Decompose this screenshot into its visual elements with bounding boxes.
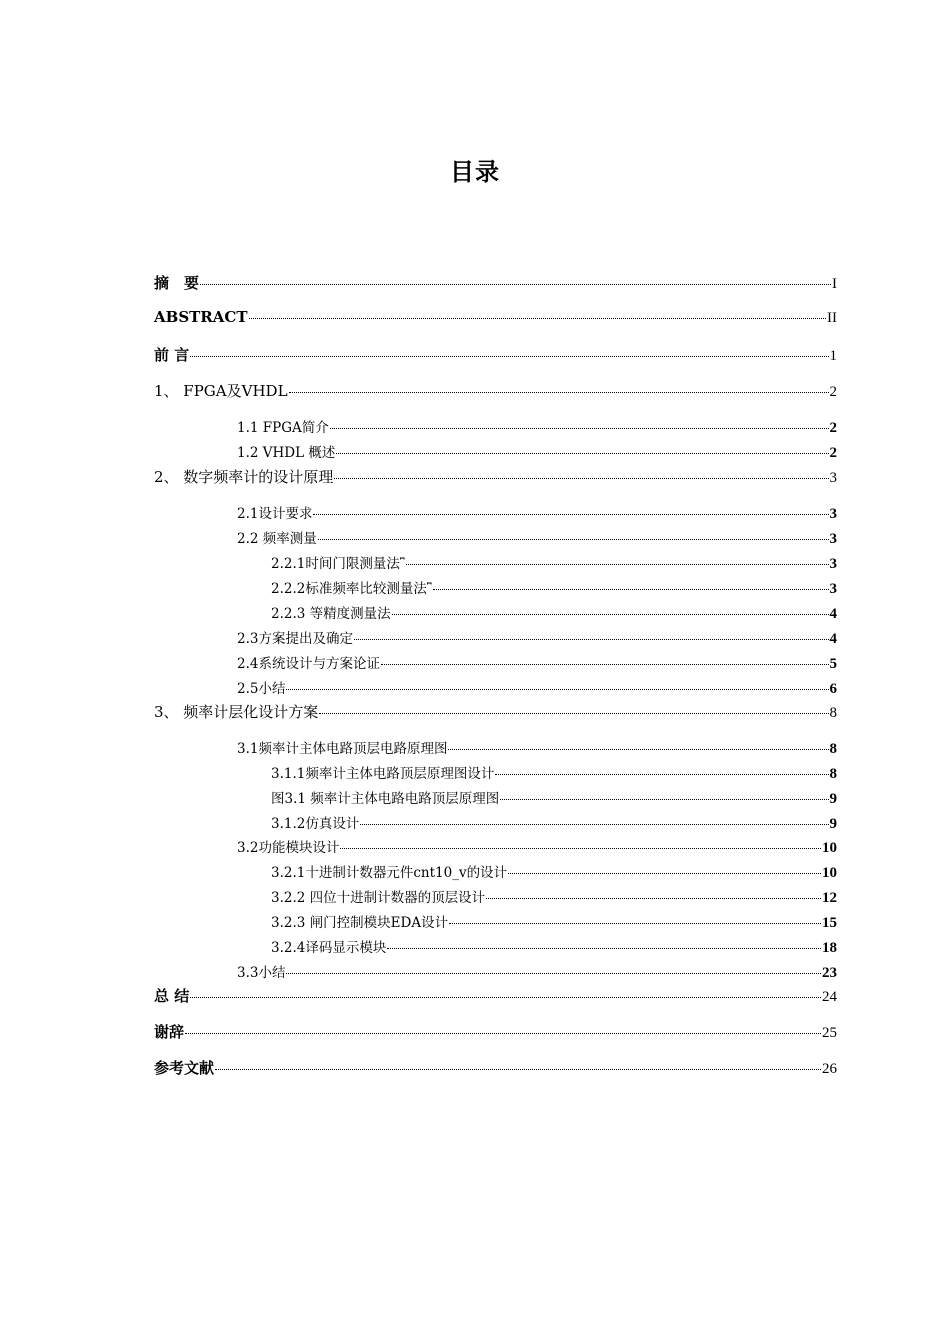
dot-leader (381, 663, 829, 665)
dot-leader (448, 748, 828, 750)
toc-entry-figure-3-1[interactable] (271, 787, 837, 808)
dot-leader (500, 798, 828, 800)
toc-entry-page: 1 (829, 348, 837, 364)
dot-leader (508, 872, 821, 874)
dot-leader (286, 688, 828, 690)
toc-entry-page: 10 (822, 840, 837, 856)
toc-entry-1-2[interactable] (237, 441, 837, 462)
toc-entry-2-4[interactable] (237, 652, 837, 673)
dot-leader (249, 317, 826, 319)
toc-entry-3-2-1[interactable] (271, 861, 837, 882)
dot-leader (215, 1068, 821, 1070)
toc-entry-2-1[interactable] (237, 502, 837, 523)
toc-entry-page: 8 (829, 741, 837, 757)
toc-entry-page: 25 (822, 1025, 837, 1041)
toc-entry-page: II (827, 310, 837, 326)
toc-entry-label: 2.5小结 (237, 681, 286, 697)
toc-entry-page: 2 (829, 445, 837, 461)
dot-leader (354, 638, 829, 640)
endnote-bracket-icon: ⎴ (399, 557, 405, 571)
toc-entry-chapter-1[interactable] (154, 380, 837, 401)
toc-entry-2-5[interactable] (237, 677, 837, 698)
toc-entry-2-2-1[interactable] (271, 552, 837, 573)
toc-entry-3-2-2[interactable] (271, 886, 837, 907)
dot-leader (406, 563, 829, 565)
toc-entry-page: 3 (829, 556, 837, 572)
toc-entry-page: I (832, 276, 837, 292)
toc-entry-3-2[interactable] (237, 836, 837, 857)
toc-entry-label: ABSTRACT (154, 308, 248, 326)
toc-entry-label: 3.2.1十进制计数器元件cnt10_v的设计 (271, 865, 508, 881)
toc-entry-page: 3 (829, 506, 837, 522)
dot-leader (200, 283, 831, 285)
toc-entry-label: 前 言 (154, 346, 190, 364)
dot-leader (330, 427, 829, 429)
toc-entry-label: 2.2.1时间门限测量法 (271, 556, 400, 572)
toc-entry-label: 2、 数字频率计的设计原理 (154, 468, 334, 486)
toc-entry-3-2-4[interactable] (271, 936, 837, 957)
dot-leader (486, 897, 821, 899)
toc-entry-page: 3 (829, 581, 837, 597)
dot-leader (190, 996, 821, 998)
toc-entry-label: 1、 FPGA及VHDL (154, 382, 288, 400)
dot-leader (392, 613, 829, 615)
toc-entry-label: 2.3方案提出及确定 (237, 631, 353, 647)
toc-entry-page: 24 (822, 989, 837, 1005)
toc-entry-page: 26 (822, 1061, 837, 1077)
toc-entry-acknowledgements[interactable] (154, 1021, 837, 1042)
toc-entry-label: 3.1.2仿真设计 (271, 816, 360, 832)
toc-entry-label: 参考文献 (154, 1059, 215, 1077)
dot-leader (190, 355, 828, 357)
toc-entry-label: 图3.1 频率计主体电路电路顶层原理图 (271, 791, 500, 807)
toc-entry-label: 1.1 FPGA简介 (237, 420, 329, 436)
toc-entry-page: 23 (822, 965, 837, 981)
toc-entry-label: 3.2功能模块设计 (237, 840, 340, 856)
toc-entry-abstract-cn[interactable] (154, 272, 837, 293)
toc-entry-label: 2.1设计要求 (237, 506, 313, 522)
dot-leader (360, 823, 828, 825)
toc-entry-2-2[interactable] (237, 527, 837, 548)
toc-entry-label: 3.1频率计主体电路顶层电路原理图 (237, 741, 448, 757)
toc-entry-label: 1.2 VHDL 概述 (237, 445, 336, 461)
toc-entry-page: 10 (822, 865, 837, 881)
toc-entry-3-1-1[interactable] (271, 762, 837, 783)
toc-entry-page: 3 (829, 531, 837, 547)
toc-entry-3-3[interactable] (237, 961, 837, 982)
toc-entry-page: 4 (829, 631, 837, 647)
toc-entry-page: 18 (822, 940, 837, 956)
toc-entry-label: 2.4系统设计与方案论证 (237, 656, 380, 672)
toc-entry-3-1[interactable] (237, 737, 837, 758)
toc-entry-2-2-3[interactable] (271, 602, 837, 623)
toc-entry-label: 3、 频率计层化设计方案 (154, 703, 319, 721)
dot-leader (336, 452, 828, 454)
dot-leader (318, 538, 829, 540)
toc-entry-label: 总 结 (154, 987, 190, 1005)
toc-entry-page: 2 (829, 384, 837, 400)
toc-entry-2-2-2[interactable] (271, 577, 837, 598)
toc-entry-label: 2.2.2标准频率比较测量法 (271, 581, 427, 597)
toc-entry-references[interactable] (154, 1057, 837, 1078)
toc-entry-label: 3.2.2 四位十进制计数器的顶层设计 (271, 890, 486, 906)
dot-leader (185, 1032, 821, 1034)
toc-entry-2-3[interactable] (237, 627, 837, 648)
toc-entry-label: 3.2.3 闸门控制模块EDA设计 (271, 915, 449, 931)
toc-entry-label: 摘 要 (154, 274, 200, 292)
toc-entry-page: 2 (829, 420, 837, 436)
toc-entry-label: 3.3小结 (237, 965, 286, 981)
dot-leader (340, 847, 821, 849)
dot-leader (387, 947, 821, 949)
toc-entry-label: 2.2 频率测量 (237, 531, 317, 547)
toc-entry-page: 4 (829, 606, 837, 622)
dot-leader (433, 588, 829, 590)
toc-entry-label: 3.2.4译码显示模块 (271, 940, 387, 956)
dot-leader (334, 477, 828, 479)
dot-leader (495, 773, 828, 775)
toc-entry-1-1[interactable] (237, 416, 837, 437)
toc-entry-label: 3.1.1频率计主体电路顶层原理图设计 (271, 766, 495, 782)
dot-leader (319, 712, 828, 714)
toc-entry-abstract-en[interactable] (154, 308, 837, 327)
toc-entry-page: 9 (829, 816, 837, 832)
toc-entry-label: 谢辞 (154, 1023, 185, 1041)
page-title: 目录 (450, 157, 500, 186)
dot-leader (289, 391, 829, 393)
dot-leader (313, 513, 828, 515)
toc-entry-3-2-3[interactable] (271, 911, 837, 932)
endnote-bracket-icon: ⎴ (426, 582, 432, 596)
toc-entry-3-1-2[interactable] (271, 812, 837, 833)
toc-entry-page: 8 (829, 766, 837, 782)
toc-entry-label: 2.2.3 等精度测量法 (271, 606, 391, 622)
toc-entry-page: 12 (822, 890, 837, 906)
toc-entry-page: 15 (822, 915, 837, 931)
toc-entry-conclusion[interactable] (154, 985, 837, 1006)
toc-entry-page: 5 (829, 656, 837, 672)
toc-entry-page: 3 (829, 470, 837, 486)
dot-leader (286, 972, 821, 974)
toc-entry-page: 9 (829, 791, 837, 807)
dot-leader (449, 922, 821, 924)
toc-entry-chapter-3[interactable] (154, 701, 837, 722)
toc-entry-preface[interactable] (154, 344, 837, 365)
toc-entry-page: 6 (829, 681, 837, 697)
toc-entry-chapter-2[interactable] (154, 466, 837, 487)
toc-entry-page: 8 (829, 705, 837, 721)
